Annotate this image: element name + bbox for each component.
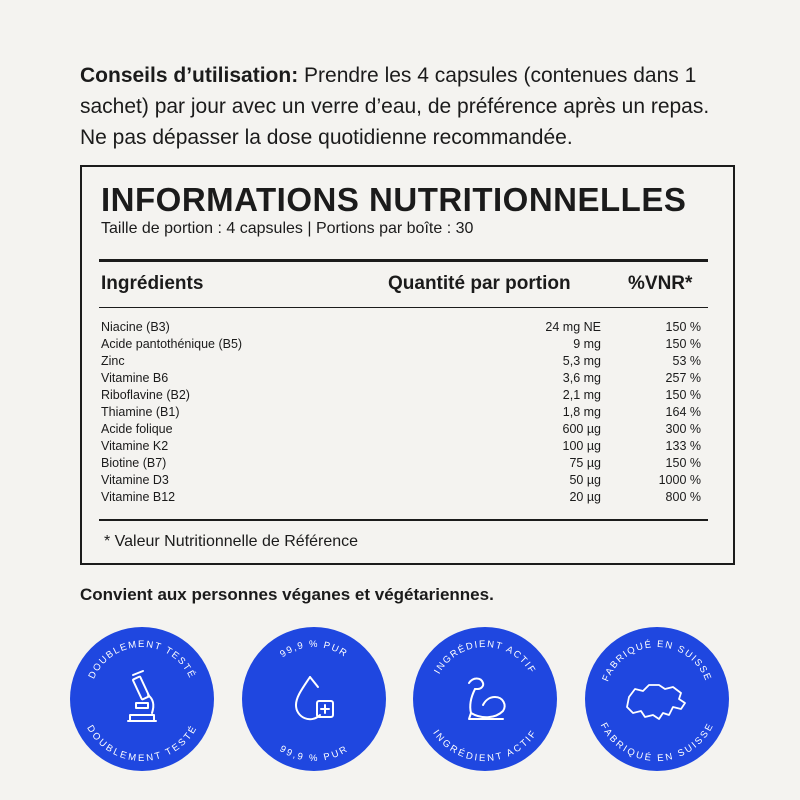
ingredient-vnr: 53 % <box>672 354 701 368</box>
usage-label: Conseils d’utilisation: <box>80 64 299 87</box>
usage-text: Prendre les 4 capsules (contenues dans 1 sachet) par jour avec un verre d’eau, de préférence après un repas. Ne pas dépasser la dose quotidienne recommandée. <box>80 64 710 149</box>
ingredient-name: Niacine (B3) <box>101 320 170 334</box>
badge-label-top: 99,9 % PUR <box>278 638 350 660</box>
ingredient-quantity: 20 µg <box>569 490 601 504</box>
badge-active-ingredient <box>411 625 559 773</box>
ingredient-vnr: 257 % <box>665 371 701 385</box>
ingredient-name: Vitamine B6 <box>101 371 169 385</box>
badge-label-top: FABRIQUÉ EN SUISSE <box>600 638 714 684</box>
ingredient-vnr: 150 % <box>665 320 701 334</box>
badge-label-top: INGRÉDIENT ACTIF <box>432 638 538 677</box>
ingredient-name: Zinc <box>101 354 125 368</box>
usage-instructions <box>80 60 720 153</box>
nutrition-panel <box>80 165 735 565</box>
serving-info: Taille de portion : 4 capsules | Portions par boîte : 30 <box>101 220 474 237</box>
ingredient-quantity: 50 µg <box>569 473 601 487</box>
ingredient-vnr: 300 % <box>665 422 701 436</box>
ingredient-quantity: 2,1 mg <box>562 388 601 402</box>
ingredient-quantity: 24 mg NE <box>545 320 601 334</box>
footnote: * Valeur Nutritionnelle de Référence <box>104 533 359 550</box>
ingredient-name: Vitamine K2 <box>101 439 169 453</box>
badge-label-bottom: 99,9 % PUR <box>277 743 351 765</box>
ingredient-vnr: 800 % <box>665 490 701 504</box>
divider <box>99 307 708 308</box>
ingredient-list <box>101 319 701 506</box>
ingredient-vnr: 1000 % <box>658 473 701 487</box>
divider <box>99 519 708 521</box>
table-row <box>101 404 701 421</box>
badge-doubly-tested <box>68 625 216 773</box>
table-row <box>101 387 701 404</box>
ingredient-vnr: 133 % <box>665 439 701 453</box>
table-row <box>101 319 701 336</box>
ingredient-quantity: 9 mg <box>573 337 601 351</box>
ingredient-name: Biotine (B7) <box>101 456 167 470</box>
ingredient-vnr: 150 % <box>665 456 701 470</box>
badge-purity <box>240 625 388 773</box>
panel-title: INFORMATIONS NUTRITIONNELLES <box>101 181 687 218</box>
divider <box>99 259 708 262</box>
badge-label-top: DOUBLEMENT TESTÉ <box>86 638 198 681</box>
vegan-note: Convient aux personnes véganes et végétariennes. <box>80 585 494 604</box>
table-row <box>101 438 701 455</box>
badge-label-bottom: DOUBLEMENT TESTÉ <box>83 723 201 765</box>
ingredient-vnr: 164 % <box>665 405 701 419</box>
table-row <box>101 455 701 472</box>
ingredient-name: Acide folique <box>101 422 173 436</box>
ingredient-vnr: 150 % <box>665 388 701 402</box>
ingredient-quantity: 75 µg <box>569 456 601 470</box>
table-row <box>101 353 701 370</box>
table-row <box>101 489 701 506</box>
ingredient-name: Acide pantothénique (B5) <box>101 337 243 351</box>
ingredient-quantity: 3,6 mg <box>562 371 601 385</box>
header-vnr: %VNR* <box>628 273 693 294</box>
ingredient-quantity: 1,8 mg <box>562 405 601 419</box>
header-quantity: Quantité par portion <box>388 273 571 294</box>
badge-swiss-made <box>583 625 731 773</box>
header-ingredients: Ingrédients <box>101 273 204 294</box>
ingredient-name: Riboflavine (B2) <box>101 388 190 402</box>
badge-label-bottom: INGRÉDIENT ACTIF <box>430 728 540 765</box>
table-row <box>101 421 701 438</box>
ingredient-quantity: 5,3 mg <box>562 354 601 368</box>
table-row <box>101 336 701 353</box>
ingredient-vnr: 150 % <box>665 337 701 351</box>
ingredient-name: Vitamine D3 <box>101 473 169 487</box>
table-row <box>101 370 701 387</box>
table-row <box>101 472 701 489</box>
ingredient-quantity: 100 µg <box>562 439 601 453</box>
ingredient-name: Thiamine (B1) <box>101 405 180 419</box>
badge-label-bottom: FABRIQUÉ EN SUISSE <box>597 721 717 765</box>
ingredient-quantity: 600 µg <box>562 422 601 436</box>
ingredient-name: Vitamine B12 <box>101 490 176 504</box>
